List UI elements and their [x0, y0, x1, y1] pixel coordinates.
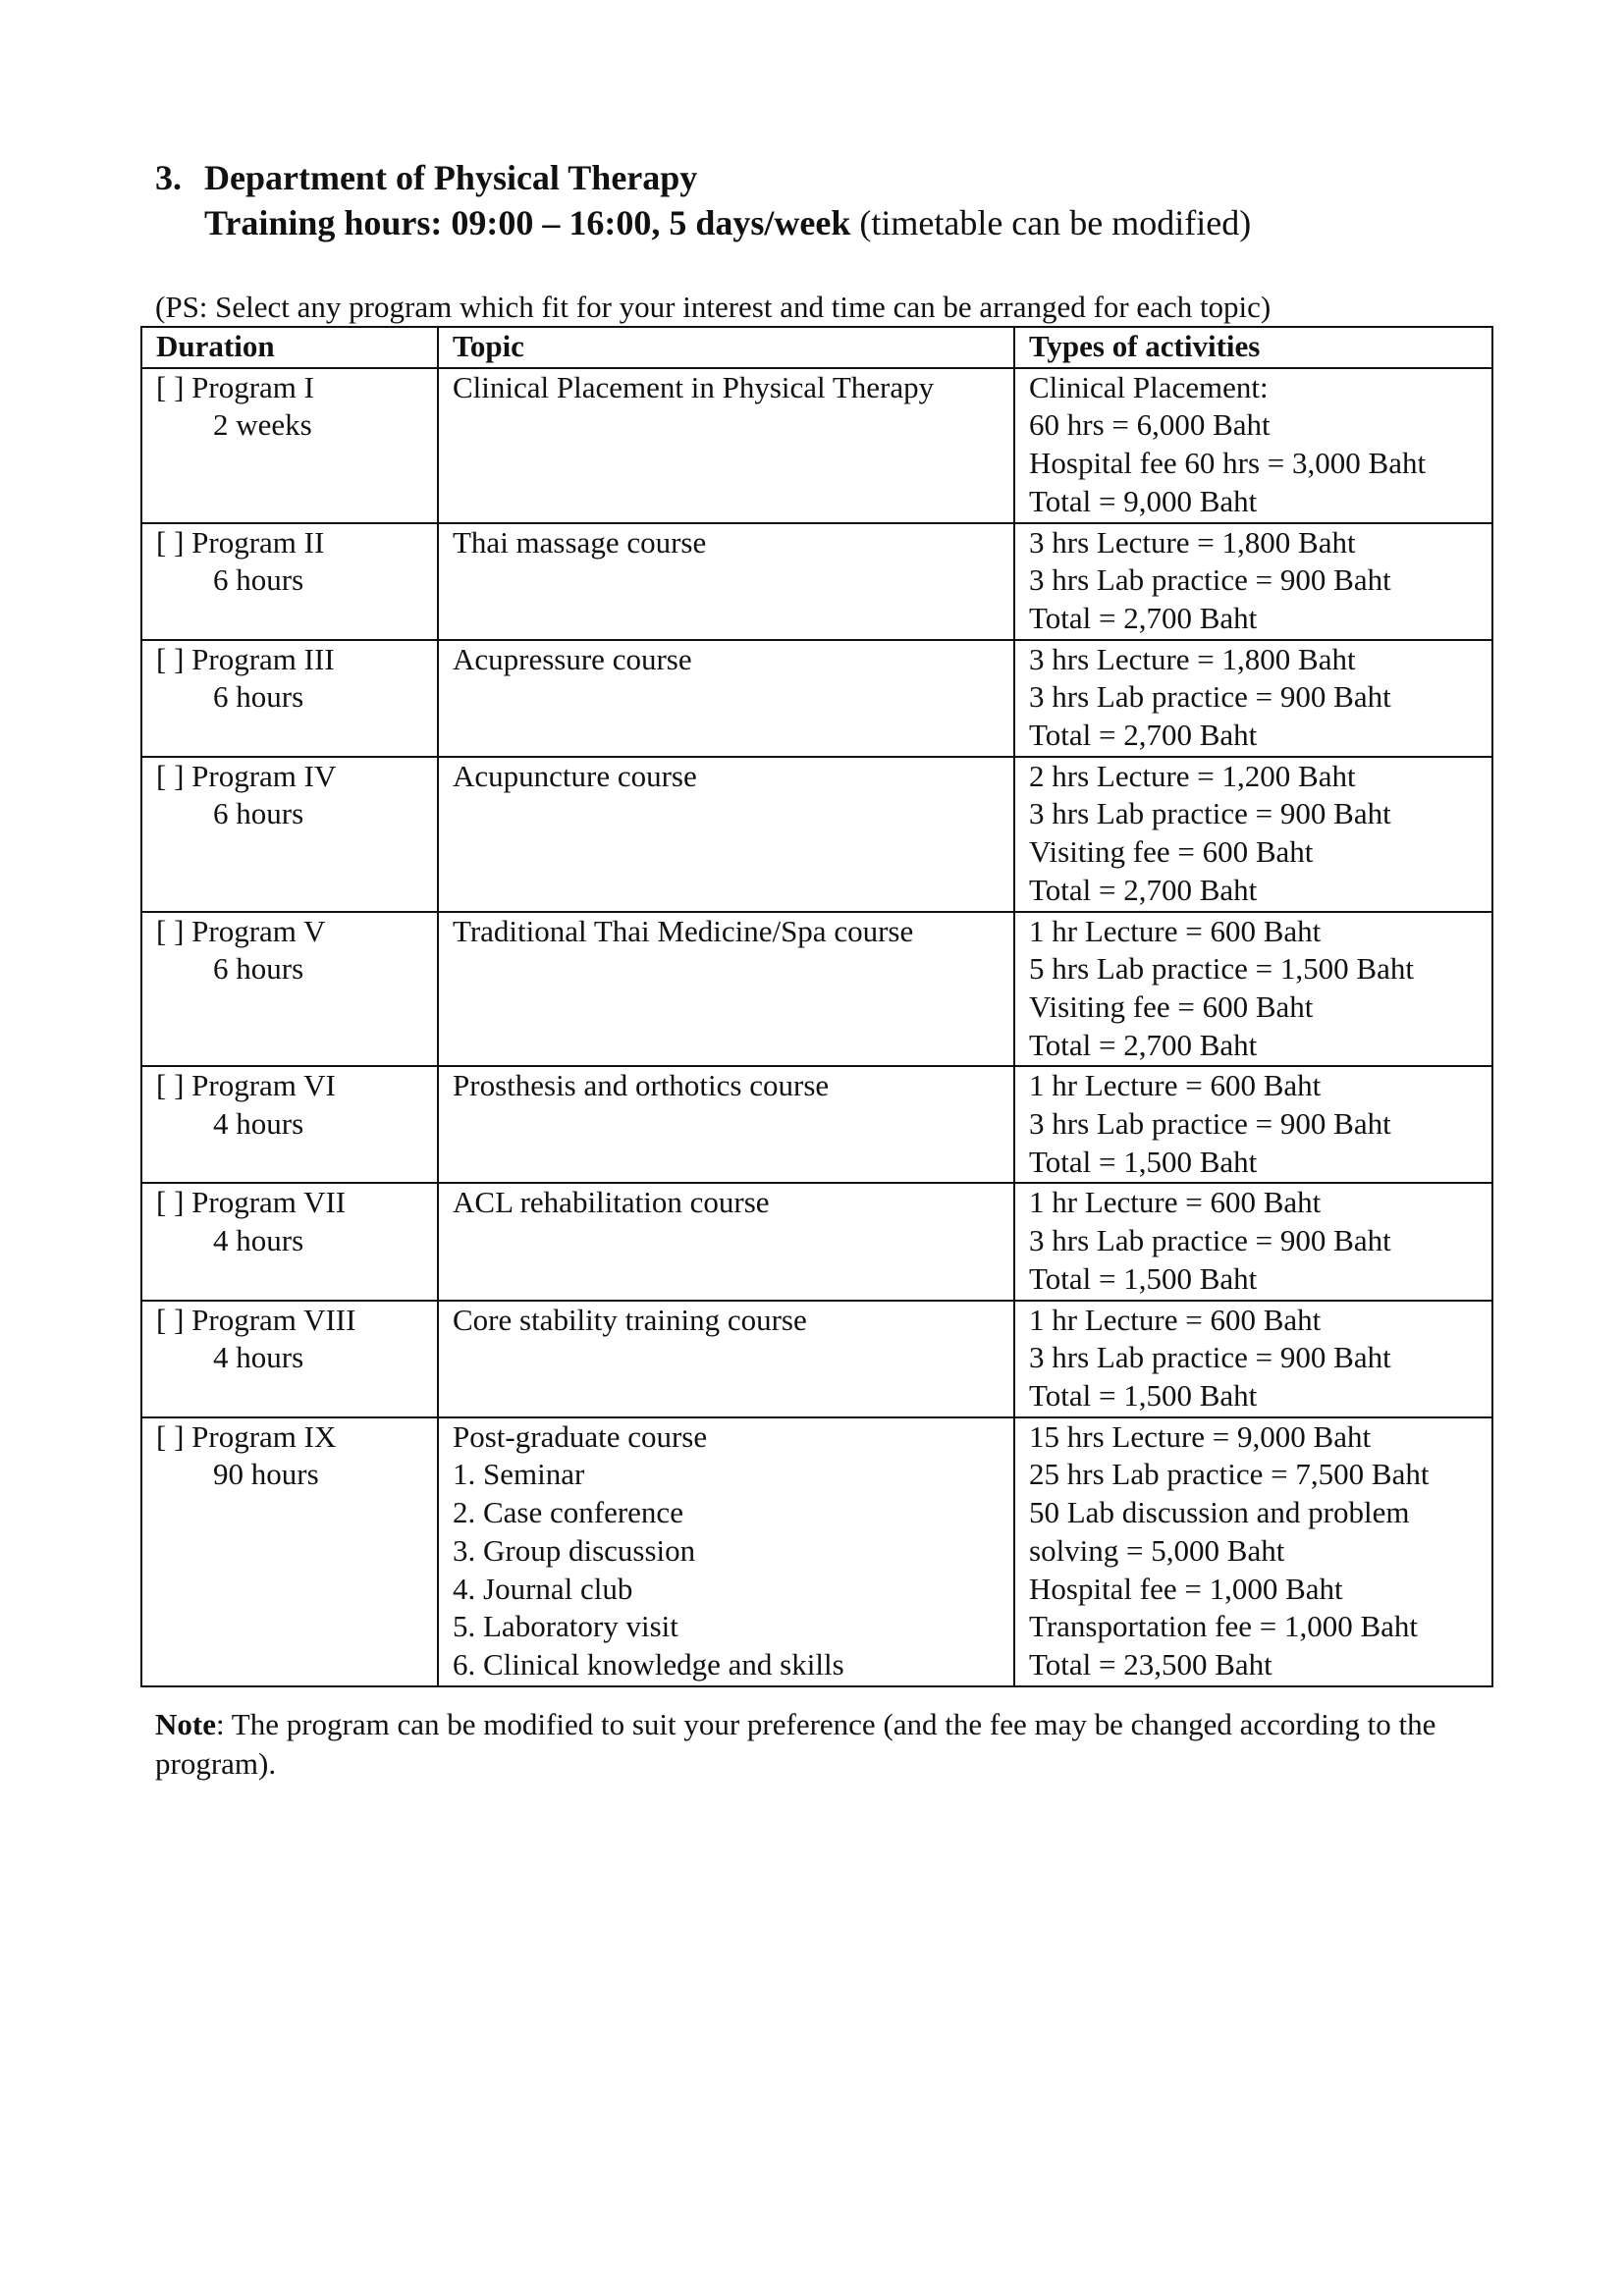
- activities-cell: [1014, 368, 1492, 523]
- section-title: Department of Physical Therapy: [204, 158, 698, 197]
- activities-cell: [1014, 912, 1492, 1067]
- program-checkbox-label: [ ] Program V: [156, 913, 326, 948]
- section-number: 3.: [155, 158, 182, 197]
- training-hours-note: (timetable can be modified): [850, 203, 1252, 242]
- program-duration: 4 hours: [213, 1340, 304, 1375]
- topic-line: 3. Group discussion: [453, 1532, 696, 1568]
- activity-line: Total = 2,700 Baht: [1029, 1027, 1258, 1062]
- activity-line: Total = 2,700 Baht: [1029, 718, 1258, 753]
- footnote: [155, 1705, 1490, 1784]
- header-activities: Types of activities: [1014, 327, 1492, 368]
- table-row: [141, 523, 1492, 640]
- training-hours: Training hours: 09:00 – 16:00, 5 days/week: [204, 203, 851, 242]
- program-duration: 90 hours: [213, 1457, 319, 1492]
- program-duration: 6 hours: [213, 951, 304, 987]
- topic-cell: [438, 523, 1014, 640]
- activities-cell: [1014, 1301, 1492, 1417]
- program-checkbox-label: [ ] Program II: [156, 524, 325, 560]
- topic-cell: [438, 640, 1014, 757]
- program-checkbox-label: [ ] Program IX: [156, 1418, 337, 1454]
- topic-cell: [438, 368, 1014, 523]
- activity-line: Total = 1,500 Baht: [1029, 1260, 1258, 1296]
- table-row: [141, 757, 1492, 912]
- program-duration: 6 hours: [213, 796, 304, 831]
- topic-line: Acupressure course: [453, 641, 692, 676]
- topic-line: 1. Seminar: [453, 1457, 585, 1492]
- activity-line: Transportation fee = 1,000 Baht: [1029, 1609, 1419, 1644]
- table-row: [141, 1301, 1492, 1417]
- topic-line: Thai massage course: [453, 524, 707, 560]
- table-row: [141, 368, 1492, 523]
- topic-line: ACL rehabilitation course: [453, 1185, 770, 1220]
- table-body: [141, 368, 1492, 1686]
- activity-line: Visiting fee = 600 Baht: [1029, 988, 1314, 1024]
- activity-line: 3 hrs Lab practice = 900 Baht: [1029, 796, 1391, 831]
- activity-line: Total = 9,000 Baht: [1029, 483, 1258, 518]
- program-checkbox-label: [ ] Program III: [156, 641, 335, 676]
- activity-line: 1 hr Lecture = 600 Baht: [1029, 1302, 1322, 1337]
- topic-cell: [438, 1183, 1014, 1300]
- activities-cell: [1014, 523, 1492, 640]
- activity-line: 50 Lab discussion and problem: [1029, 1495, 1410, 1530]
- duration-cell: [141, 912, 438, 1067]
- topic-cell: [438, 912, 1014, 1067]
- activity-line: Total = 2,700 Baht: [1029, 600, 1258, 635]
- duration-cell: [141, 368, 438, 523]
- footnote-label: Note: [155, 1707, 216, 1741]
- topic-line: Clinical Placement in Physical Therapy: [453, 369, 935, 404]
- activities-cell: [1014, 1066, 1492, 1183]
- duration-cell: [141, 757, 438, 912]
- activities-cell: [1014, 1183, 1492, 1300]
- topic-line: 6. Clinical knowledge and skills: [453, 1646, 844, 1682]
- table-row: [141, 1417, 1492, 1686]
- table-row: [141, 640, 1492, 757]
- activity-line: Total = 2,700 Baht: [1029, 872, 1258, 907]
- activity-line: 5 hrs Lab practice = 1,500 Baht: [1029, 951, 1414, 987]
- program-checkbox-label: [ ] Program VIII: [156, 1302, 356, 1337]
- program-duration: 6 hours: [213, 679, 304, 715]
- activity-line: 3 hrs Lab practice = 900 Baht: [1029, 1223, 1391, 1258]
- program-checkbox-label: [ ] Program VI: [156, 1068, 336, 1103]
- activity-line: Hospital fee 60 hrs = 3,000 Baht: [1029, 446, 1427, 481]
- topic-line: Prosthesis and orthotics course: [453, 1068, 830, 1103]
- activity-line: 3 hrs Lab practice = 900 Baht: [1029, 562, 1391, 598]
- program-duration: 2 weeks: [213, 407, 312, 443]
- activities-cell: [1014, 1417, 1492, 1686]
- activity-line: 25 hrs Lab practice = 7,500 Baht: [1029, 1457, 1430, 1492]
- topic-line: Core stability training course: [453, 1302, 807, 1337]
- program-duration: 6 hours: [213, 562, 304, 598]
- program-checkbox-label: [ ] Program VII: [156, 1185, 347, 1220]
- activity-line: 1 hr Lecture = 600 Baht: [1029, 913, 1322, 948]
- duration-cell: [141, 1066, 438, 1183]
- section-heading: [155, 155, 1251, 245]
- activity-line: solving = 5,000 Baht: [1029, 1532, 1285, 1568]
- activity-line: Visiting fee = 600 Baht: [1029, 834, 1314, 870]
- activity-line: 3 hrs Lab practice = 900 Baht: [1029, 1106, 1391, 1142]
- activity-line: Total = 23,500 Baht: [1029, 1646, 1272, 1682]
- activity-line: 15 hrs Lecture = 9,000 Baht: [1029, 1418, 1372, 1454]
- footnote-text: : The program can be modified to suit your preference (and the fee may be changed according to the program).: [155, 1707, 1436, 1781]
- topic-line: Acupuncture course: [453, 758, 697, 793]
- topic-line: 5. Laboratory visit: [453, 1609, 678, 1644]
- table-header-row: [141, 327, 1492, 368]
- training-hours-line: [155, 200, 1251, 245]
- activity-line: Total = 1,500 Baht: [1029, 1144, 1258, 1179]
- program-duration: 4 hours: [213, 1106, 304, 1142]
- activity-line: Clinical Placement:: [1029, 369, 1269, 404]
- activities-cell: [1014, 757, 1492, 912]
- topic-cell: [438, 1301, 1014, 1417]
- topic-cell: [438, 757, 1014, 912]
- topic-line: 2. Case conference: [453, 1495, 683, 1530]
- activity-line: 3 hrs Lab practice = 900 Baht: [1029, 679, 1391, 715]
- topic-cell: [438, 1417, 1014, 1686]
- header-topic: Topic: [438, 327, 1014, 368]
- activity-line: 1 hr Lecture = 600 Baht: [1029, 1068, 1322, 1103]
- table-row: [141, 1066, 1492, 1183]
- table-row: [141, 1183, 1492, 1300]
- topic-cell: [438, 1066, 1014, 1183]
- activities-cell: [1014, 640, 1492, 757]
- program-checkbox-label: [ ] Program IV: [156, 758, 337, 793]
- program-checkbox-label: [ ] Program I: [156, 369, 314, 404]
- activity-line: 3 hrs Lab practice = 900 Baht: [1029, 1340, 1391, 1375]
- table-row: [141, 912, 1492, 1067]
- duration-cell: [141, 1183, 438, 1300]
- duration-cell: [141, 1417, 438, 1686]
- duration-cell: [141, 1301, 438, 1417]
- activity-line: 1 hr Lecture = 600 Baht: [1029, 1185, 1322, 1220]
- programs-table: [140, 326, 1493, 1687]
- ps-note: (PS: Select any program which fit for your interest and time can be arranged for each topic): [155, 290, 1272, 324]
- activity-line: 2 hrs Lecture = 1,200 Baht: [1029, 758, 1356, 793]
- topic-line: Post-graduate course: [453, 1418, 708, 1454]
- activity-line: 3 hrs Lecture = 1,800 Baht: [1029, 524, 1356, 560]
- topic-line: 4. Journal club: [453, 1571, 633, 1606]
- header-duration: Duration: [141, 327, 438, 368]
- section-title-line: [155, 155, 1251, 200]
- program-duration: 4 hours: [213, 1223, 304, 1258]
- activity-line: Total = 1,500 Baht: [1029, 1377, 1258, 1413]
- activity-line: Hospital fee = 1,000 Baht: [1029, 1571, 1343, 1606]
- duration-cell: [141, 640, 438, 757]
- activity-line: 3 hrs Lecture = 1,800 Baht: [1029, 641, 1356, 676]
- topic-line: Traditional Thai Medicine/Spa course: [453, 913, 914, 948]
- activity-line: 60 hrs = 6,000 Baht: [1029, 407, 1271, 443]
- duration-cell: [141, 523, 438, 640]
